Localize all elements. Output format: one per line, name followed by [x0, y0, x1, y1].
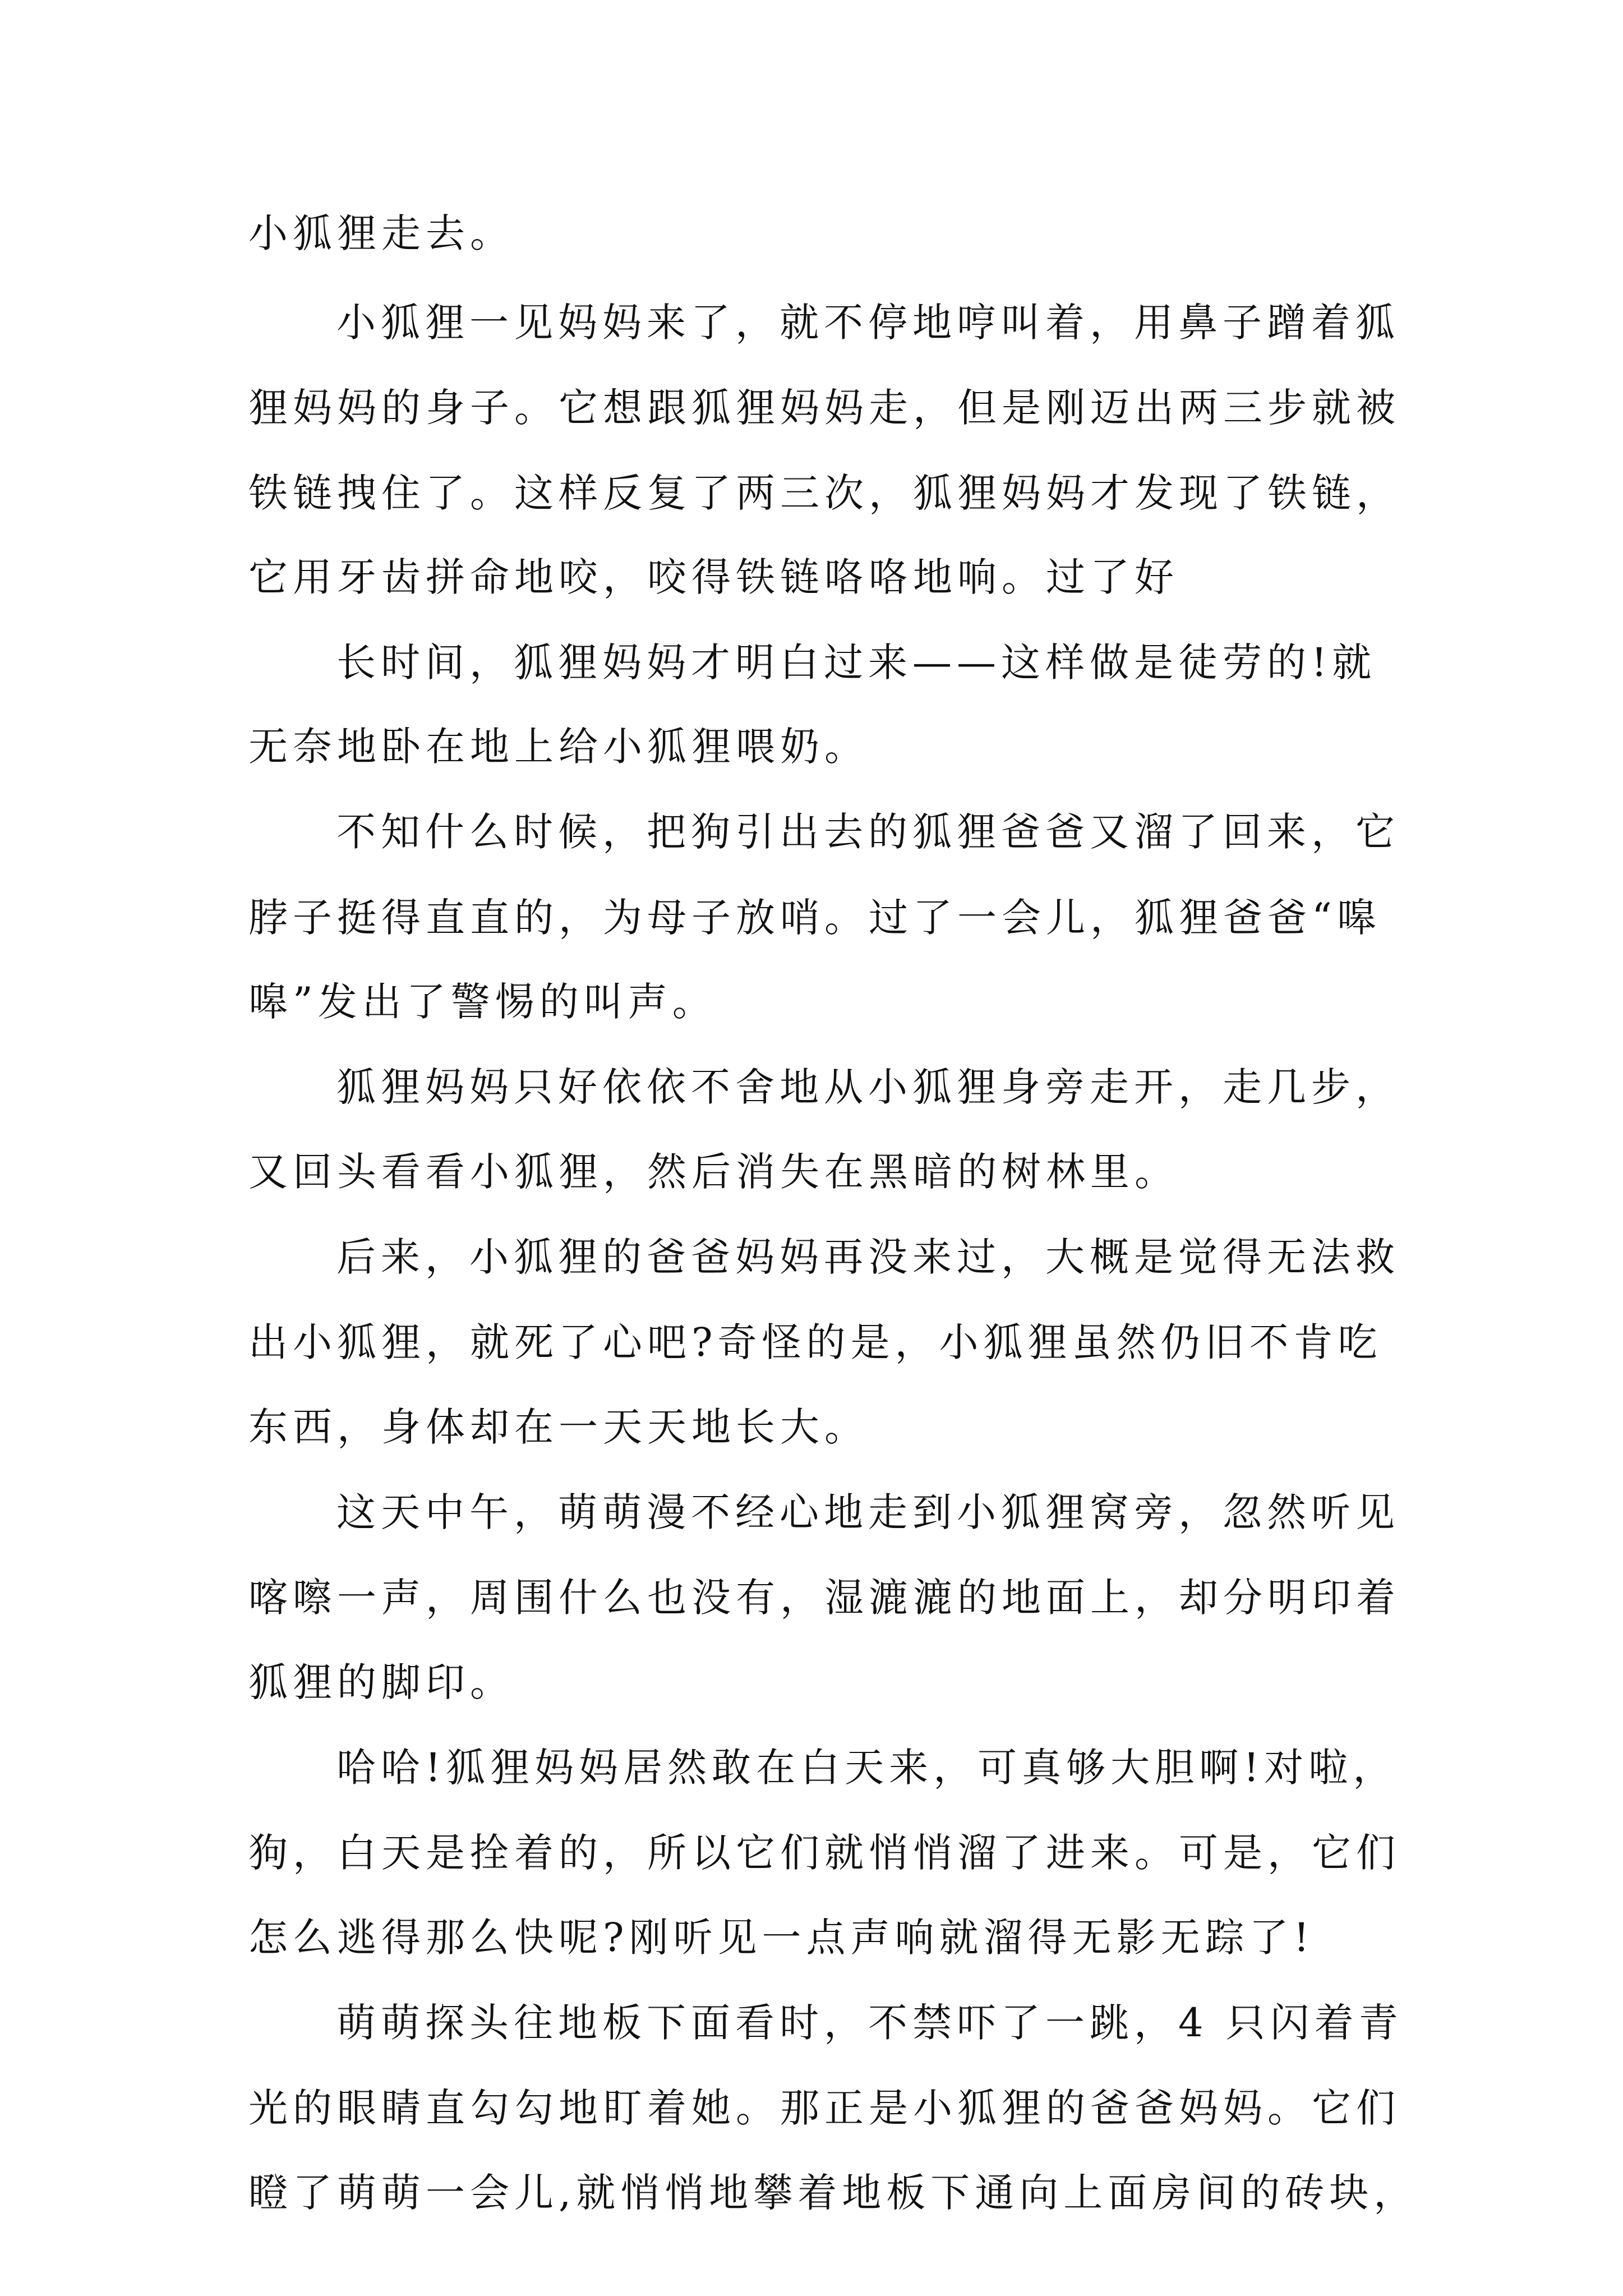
text-line-1: 小狐狸走去。: [248, 210, 514, 256]
text-line-4: 铁链拽住了。这样反复了两三次，狐狸妈妈才发现了铁链，: [248, 470, 1400, 516]
text-line-15: 东西，身体却在一天天地长大。: [248, 1404, 869, 1450]
text-line-17: 喀嚓一声，周围什么也没有，湿漉漉的地面上，却分明印着: [248, 1575, 1400, 1621]
text-line-22: 萌萌探头往地板下面看时，不禁吓了一跳，4 只闪着青: [336, 2000, 1403, 2046]
text-line-24: 瞪了萌萌一会儿,就悄悄地攀着地板下通向上面房间的砖块，: [248, 2170, 1418, 2216]
text-line-19: 哈哈!狐狸妈妈居然敢在白天来，可真够大胆啊!对啦，: [336, 1745, 1398, 1791]
text-line-16: 这天中午，萌萌漫不经心地走到小狐狸窝旁，忽然听见: [336, 1489, 1400, 1535]
text-line-2: 小狐狸一见妈妈来了，就不停地哼叫着，用鼻子蹭着狐: [336, 300, 1400, 346]
text-line-6: 长时间，狐狸妈妈才明白过来——这样做是徒劳的!就: [336, 639, 1377, 685]
text-line-21: 怎么逃得那么快呢?刚听见一点声响就溜得无影无踪了!: [248, 1915, 1315, 1961]
text-line-9: 脖子挺得直直的，为母子放哨。过了一会儿，狐狸爸爸“嗥: [248, 895, 1381, 941]
text-line-20: 狗，白天是拴着的，所以它们就悄悄溜了进来。可是，它们: [248, 1830, 1400, 1876]
text-line-10: 嗥”发出了警惕的叫声。: [248, 979, 717, 1025]
text-line-3: 狸妈妈的身子。它想跟狐狸妈妈走，但是刚迈出两三步就被: [248, 385, 1400, 431]
text-line-11: 狐狸妈妈只好依依不舍地从小狐狸身旁走开，走几步，: [336, 1064, 1400, 1110]
text-line-5: 它用牙齿拼命地咬，咬得铁链咯咯地响。过了好: [248, 554, 1179, 600]
text-line-8: 不知什么时候，把狗引出去的狐狸爸爸又溜了回来，它: [336, 809, 1400, 855]
text-line-7: 无奈地卧在地上给小狐狸喂奶。: [248, 724, 869, 770]
text-line-12: 又回头看看小狐狸，然后消失在黑暗的树林里。: [248, 1149, 1179, 1195]
text-line-14: 出小狐狸，就死了心吧?奇怪的是，小狐狸虽然仍旧不肯吃: [248, 1319, 1382, 1365]
text-line-13: 后来，小狐狸的爸爸妈妈再没来过，大概是觉得无法救: [336, 1234, 1400, 1280]
text-line-23: 光的眼睛直勾勾地盯着她。那正是小狐狸的爸爸妈妈。它们: [248, 2085, 1400, 2131]
text-line-18: 狐狸的脚印。: [248, 1659, 514, 1705]
